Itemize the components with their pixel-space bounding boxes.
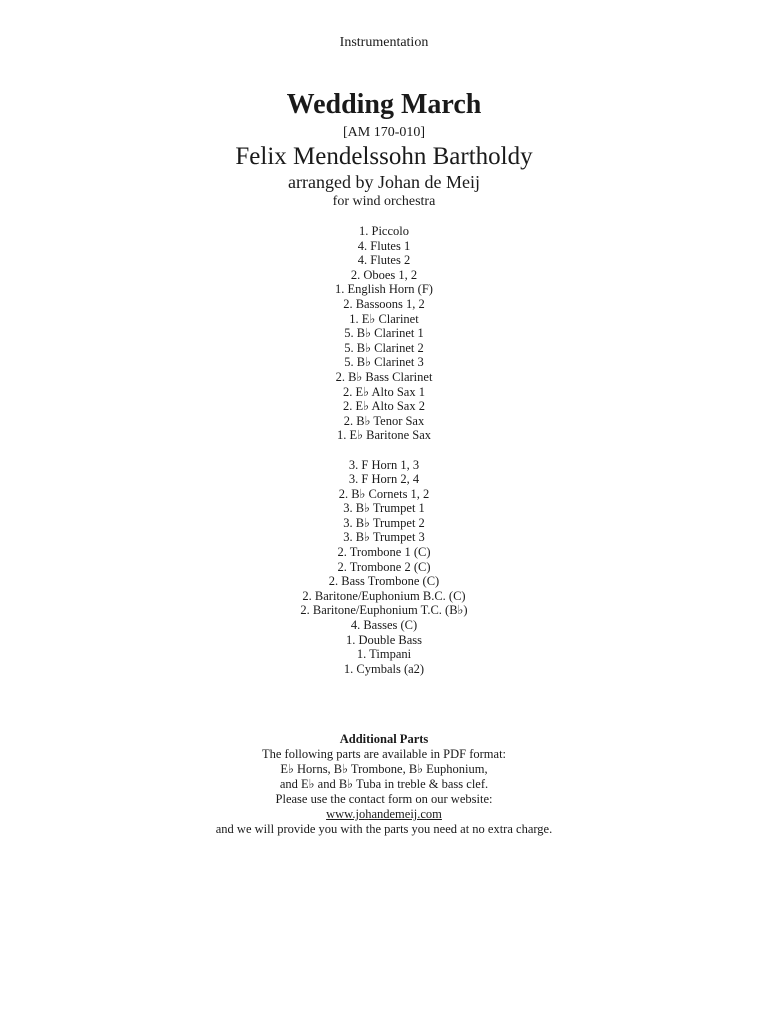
instrument-item: 2. E♭ Alto Sax 2 <box>343 399 425 414</box>
ensemble-label: for wind orchestra <box>332 194 436 209</box>
instrument-item: 3. F Horn 1, 3 <box>348 457 420 472</box>
instrument-item: 4. Flutes 1 <box>357 238 411 253</box>
instrument-item: 3. B♭ Trumpet 1 <box>343 501 425 516</box>
instrument-item: 3. B♭ Trumpet 2 <box>343 515 425 530</box>
instrument-item: 2. Baritone/Euphonium T.C. (B♭) <box>300 603 468 618</box>
instrument-item: 2. Bassoons 1, 2 <box>343 296 425 311</box>
instrument-item: 1. E♭ Baritone Sax <box>336 428 432 443</box>
instrument-item: 5. B♭ Clarinet 3 <box>344 355 424 370</box>
additional-parts-line: and we will provide you with the parts you need at no extra charge. <box>215 822 553 836</box>
instrument-item: 1. Double Bass <box>345 632 423 647</box>
catalog-number: [AM 170-010] <box>342 125 426 140</box>
instrument-item: 2. E♭ Alto Sax 1 <box>343 384 425 399</box>
instrument-item: 1. E♭ Clarinet <box>349 311 419 326</box>
instrument-item: 1. English Horn (F) <box>335 282 433 297</box>
additional-parts-section <box>0 732 768 837</box>
instrument-item: 2. B♭ Bass Clarinet <box>335 369 433 384</box>
instrument-group-brass-percussion <box>0 458 768 677</box>
instrument-item: 4. Flutes 2 <box>357 253 411 268</box>
instrument-item: 2. Baritone/Euphonium B.C. (C) <box>302 588 466 603</box>
instrument-group-woodwinds <box>0 224 768 443</box>
instrument-item: 2. Trombone 2 (C) <box>337 559 431 574</box>
instrument-list <box>0 224 768 676</box>
website-link[interactable]: www.johandemeij.com <box>326 807 442 821</box>
additional-parts-line: and E♭ and B♭ Tuba in treble & bass clef. <box>279 777 489 791</box>
instrument-item: 5. B♭ Clarinet 1 <box>344 326 424 341</box>
instrument-item: 1. Timpani <box>356 647 412 662</box>
additional-parts-line: The following parts are available in PDF format: <box>261 747 507 761</box>
arranger-credit: arranged by Johan de Meij <box>288 172 480 192</box>
instrument-item: 2. B♭ Cornets 1, 2 <box>338 486 430 501</box>
composer-name: Felix Mendelssohn Bartholdy <box>235 143 533 170</box>
instrument-item: 5. B♭ Clarinet 2 <box>344 340 424 355</box>
instrument-item: 3. F Horn 2, 4 <box>348 472 420 487</box>
page-header: Instrumentation <box>339 35 429 50</box>
title-block <box>0 88 768 211</box>
additional-parts-line: E♭ Horns, B♭ Trombone, B♭ Euphonium, <box>280 762 488 776</box>
instrument-item: 2. B♭ Tenor Sax <box>343 413 425 428</box>
instrument-item: 2. Bass Trombone (C) <box>328 574 440 589</box>
additional-parts-heading: Additional Parts <box>339 732 429 746</box>
instrument-item: 2. Oboes 1, 2 <box>350 267 418 282</box>
piece-title: Wedding March <box>286 89 482 120</box>
instrument-item: 1. Piccolo <box>359 224 409 238</box>
instrument-item: 3. B♭ Trumpet 3 <box>343 530 425 545</box>
additional-parts-line: Please use the contact form on our website: <box>275 792 493 806</box>
group-spacer <box>0 443 768 458</box>
instrument-item: 1. Cymbals (a2) <box>343 661 425 676</box>
instrument-item: 4. Basses (C) <box>350 618 418 633</box>
instrument-item: 2. Trombone 1 (C) <box>337 545 431 560</box>
